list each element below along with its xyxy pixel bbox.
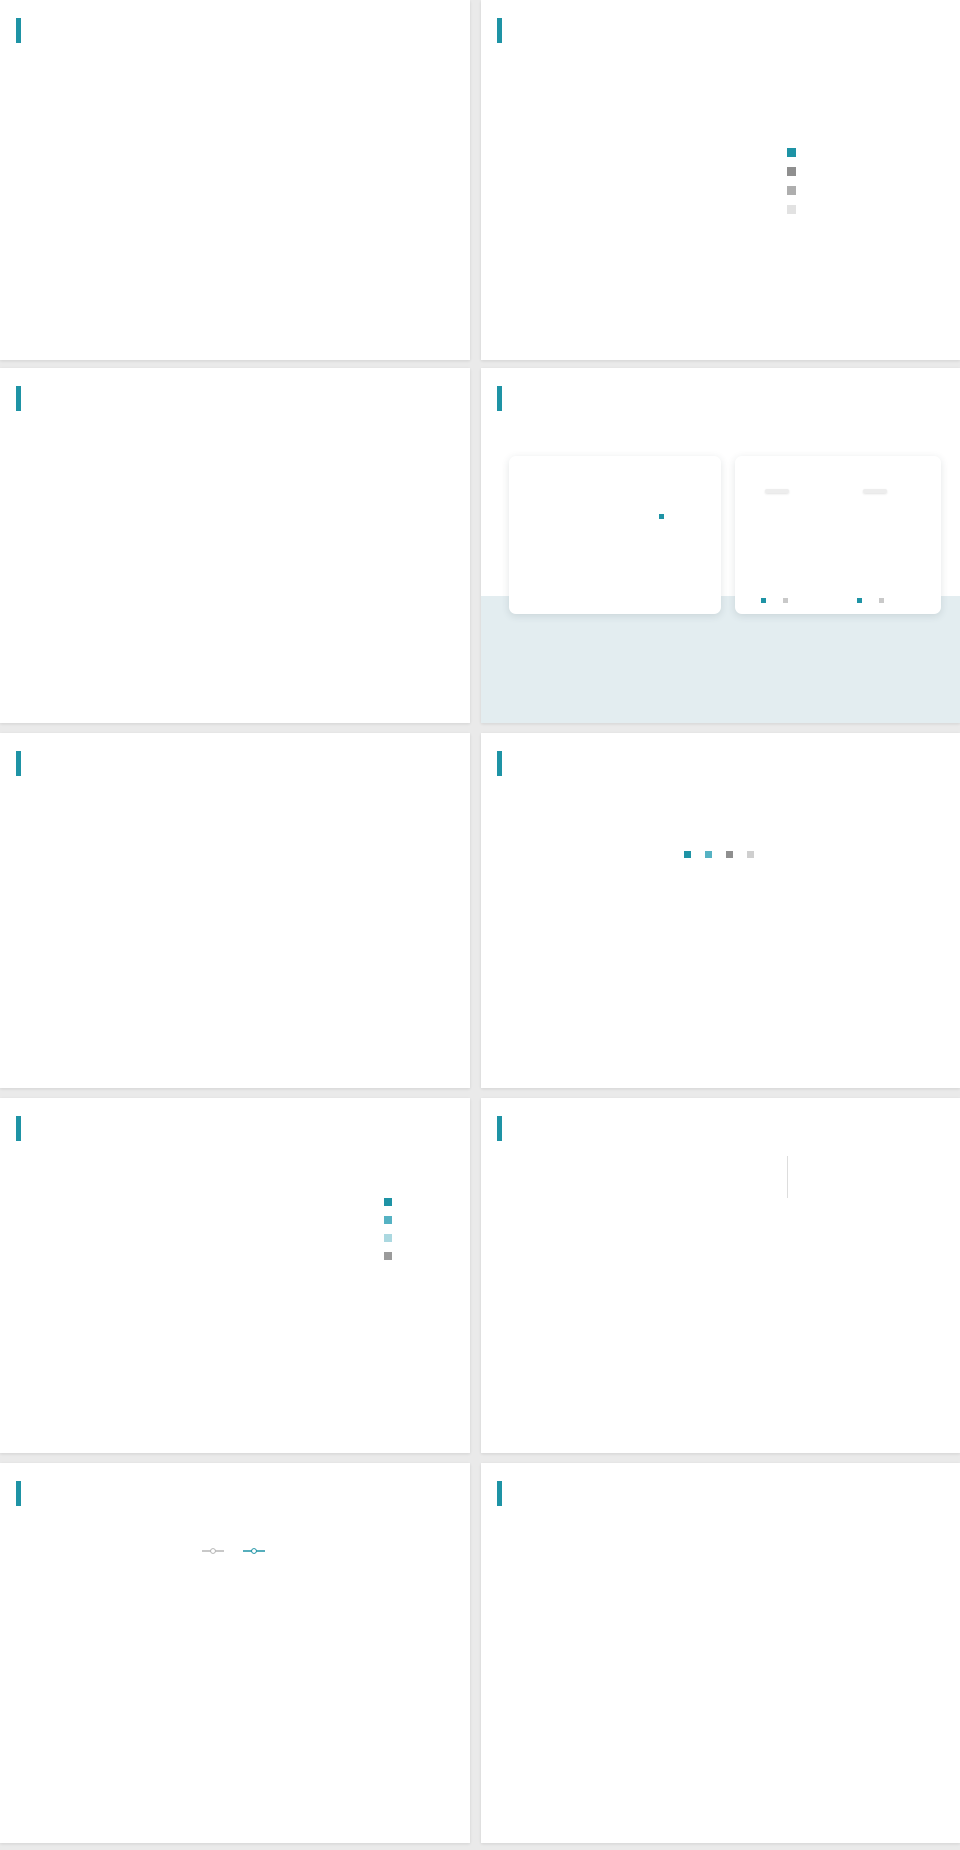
stacked-ranking-bars (503, 1214, 929, 1424)
hospital-logo-icon (418, 1474, 450, 1506)
legend-item (202, 1547, 227, 1555)
legend-item (787, 167, 803, 176)
legend-item (384, 1216, 399, 1224)
legend-swatch (384, 1216, 392, 1224)
title-accent-bar (16, 751, 21, 776)
title-accent-bar (16, 1481, 21, 1506)
gender-legend (857, 598, 887, 603)
donut-chart-28pct (233, 461, 453, 596)
bottom-band (481, 596, 960, 723)
title-accent-bar (497, 18, 502, 43)
stat-divider (787, 1156, 788, 1198)
card-legend (659, 514, 667, 519)
product-bar-chart (515, 490, 715, 604)
legend-swatch (384, 1252, 392, 1260)
title-accent-bar (16, 386, 21, 411)
legend-item (384, 1252, 399, 1260)
hospital-logo-icon (418, 11, 450, 43)
slide-43-donut-compare[interactable] (481, 0, 960, 360)
hospital-logo-icon (418, 379, 450, 411)
legend-swatch (787, 148, 796, 157)
legend-swatch (384, 1198, 392, 1206)
hospital-logo-icon (908, 379, 940, 411)
title-accent-bar (16, 1116, 21, 1141)
legend-item (384, 1198, 399, 1206)
hospital-logo-icon (908, 1109, 940, 1141)
hospital-logo-icon (908, 744, 940, 776)
hospital-logo-icon (908, 1474, 940, 1506)
series-legend (481, 851, 960, 858)
slide-47-column-chart[interactable] (481, 733, 960, 1088)
legend-item (787, 148, 803, 157)
legend-item (787, 186, 803, 195)
title-accent-bar (497, 1116, 502, 1141)
legend-swatch (684, 851, 691, 858)
legend-swatch (747, 851, 754, 858)
donut-card (735, 456, 941, 614)
badge-label (863, 489, 887, 493)
slide-44-pie-compare[interactable] (0, 368, 470, 723)
legend-swatch (761, 598, 766, 603)
gender-donut-right (843, 506, 927, 594)
text-block (300, 949, 452, 956)
donut-chart-18pct (20, 461, 240, 596)
legend-item (787, 205, 803, 214)
hospital-logo-icon (418, 1109, 450, 1141)
slide-51-line-chart[interactable] (481, 1463, 960, 1843)
slide-42-table-style[interactable] (0, 0, 470, 360)
analysis-line-chart (28, 1563, 440, 1799)
legend-swatch (879, 598, 884, 603)
donut-center-text (593, 168, 777, 172)
title-accent-bar (16, 18, 21, 43)
legend-swatch (783, 598, 788, 603)
series-legend (384, 1198, 399, 1270)
legend-swatch (787, 186, 796, 195)
slide-48-column-compare[interactable] (0, 1098, 470, 1453)
title-accent-bar (497, 1481, 502, 1506)
slide-49-ranking-chart[interactable] (481, 1098, 960, 1453)
title-accent-bar (497, 386, 502, 411)
line-marker-swatch (243, 1547, 265, 1555)
project-grouped-bar-chart (16, 1186, 368, 1408)
line-marker-swatch (202, 1547, 224, 1555)
series-legend (0, 1547, 470, 1555)
slide-46-data-compare[interactable] (0, 733, 470, 1088)
legend-swatch (857, 598, 862, 603)
donut-legend (787, 148, 803, 224)
badge-label (765, 489, 789, 493)
gender-legend (761, 598, 791, 603)
yearly-grouped-bar-chart (507, 867, 931, 1063)
slide-50-line-analysis[interactable] (0, 1463, 470, 1843)
text-block (300, 859, 452, 866)
text-block (799, 1559, 937, 1566)
simple-line-chart (501, 1555, 785, 1759)
legend-swatch (726, 851, 733, 858)
slide-45-data-analysis[interactable] (481, 368, 960, 723)
legend-swatch (705, 851, 712, 858)
text-block (799, 1659, 937, 1666)
legend-swatch (787, 167, 796, 176)
monthly-bar-chart (20, 859, 282, 1011)
gender-donut-left (747, 506, 831, 594)
title-accent-bar (497, 751, 502, 776)
hospital-logo-icon (418, 744, 450, 776)
legend-swatch (384, 1234, 392, 1242)
bar-card (509, 456, 721, 614)
legend-item (384, 1234, 399, 1242)
hospital-logo-icon (908, 11, 940, 43)
donut-chart (570, 72, 800, 302)
legend-item (243, 1547, 268, 1555)
legend-swatch (787, 205, 796, 214)
legend-swatch (659, 514, 664, 519)
